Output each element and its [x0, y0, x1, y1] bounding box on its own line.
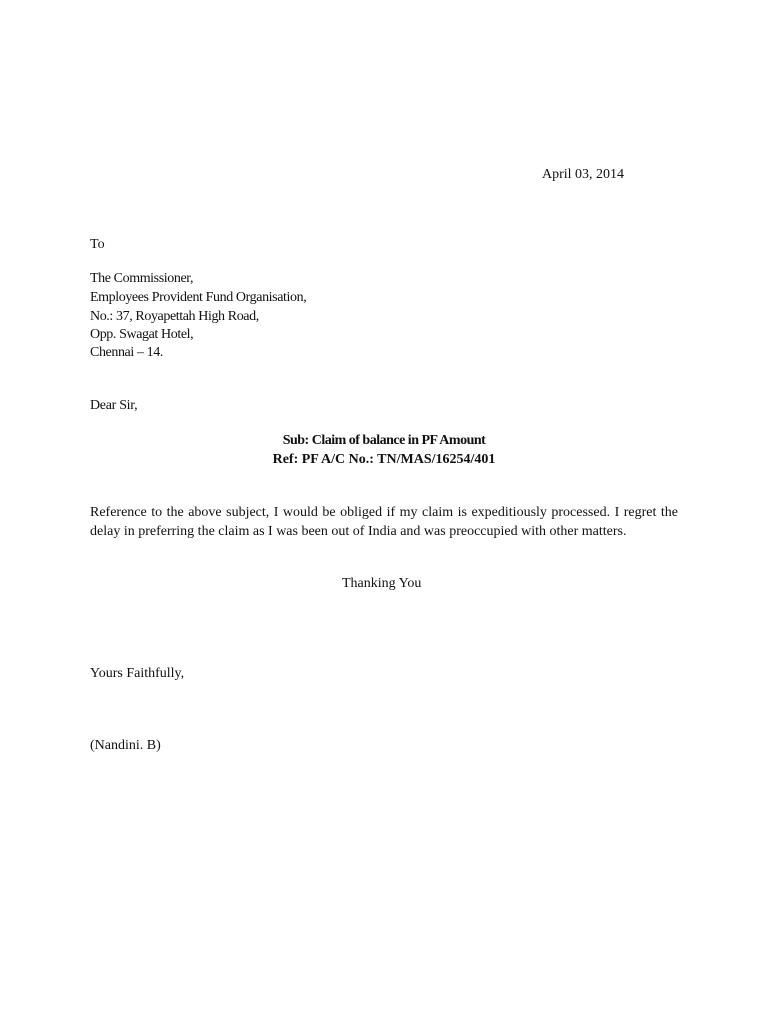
- letter-body: Reference to the above subject, I would be obliged if my claim is expeditiously processed. I regret the delay in preferring the claim as I was been out of India and was preoccupied with other matters.: [90, 505, 678, 539]
- reference-line: Ref: PF A/C No.: TN/MAS/16254/401: [272, 452, 496, 467]
- address-line-landmark: Opp. Swagat Hotel,: [90, 327, 194, 342]
- address-line-organisation: Employees Provident Fund Organisation,: [90, 290, 307, 305]
- address-line-street: No.: 37, Royapettah High Road,: [90, 309, 259, 324]
- address-line-city: Chennai – 14.: [90, 345, 163, 360]
- letter-date: April 03, 2014: [542, 167, 625, 182]
- signature-name: (Nandini. B): [90, 738, 161, 753]
- salutation: Dear Sir,: [90, 398, 138, 413]
- closing-line: Yours Faithfully,: [90, 666, 185, 681]
- thanks-line: Thanking You: [342, 576, 422, 591]
- recipient-to-label: To: [90, 237, 105, 252]
- address-line-recipient: The Commissioner,: [90, 271, 194, 286]
- subject-line: Sub: Claim of balance in PF Amount: [282, 433, 486, 448]
